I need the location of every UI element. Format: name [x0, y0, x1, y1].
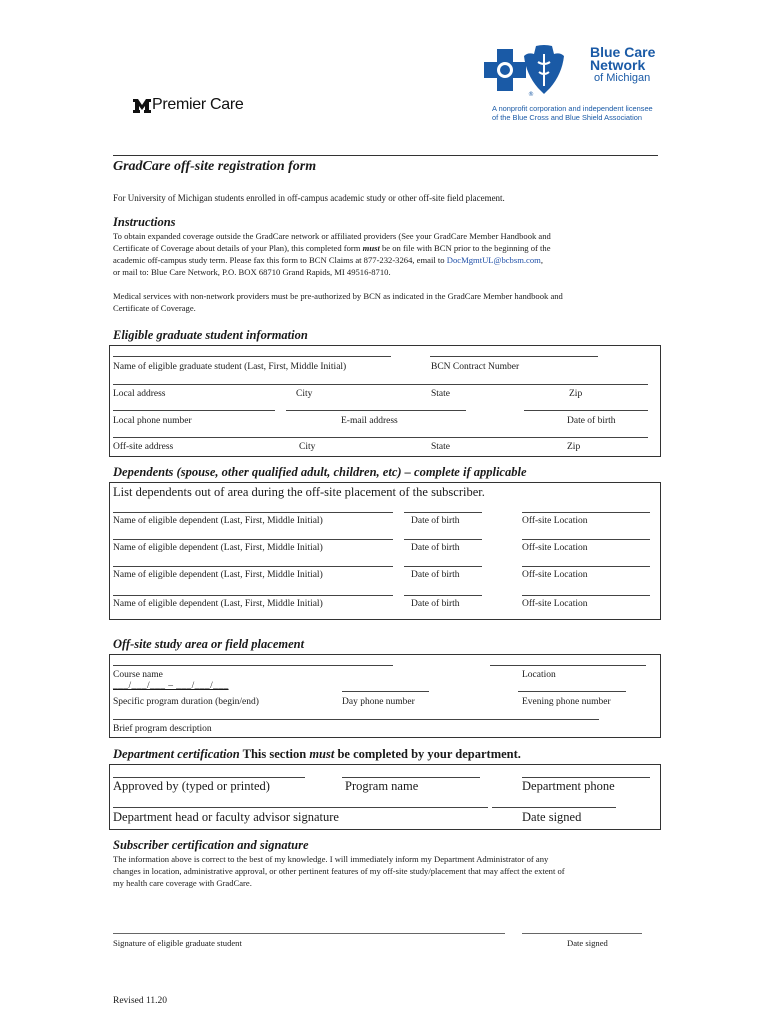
dependent-dob-line[interactable]: [404, 539, 482, 540]
dependent-dob-line[interactable]: [404, 566, 482, 567]
department-heading-must: must: [309, 747, 335, 761]
instr-must: must: [362, 243, 380, 253]
dependent-location-label: Off-site Location: [522, 516, 588, 526]
block-m-icon: [133, 99, 151, 113]
local-phone-label: Local phone number: [113, 416, 192, 426]
dob-label: Date of birth: [567, 416, 616, 426]
instr-line-2: [113, 242, 653, 254]
bcn-name: [590, 46, 655, 85]
dependent-location-line[interactable]: [522, 512, 650, 513]
dept-signature-label: Department head or faculty advisor signature: [113, 810, 339, 824]
dependent-location-label: Off-site Location: [522, 543, 588, 553]
approved-by-line[interactable]: [113, 777, 305, 778]
email-link[interactable]: DocMgmtUL@bcbsm.com: [446, 255, 541, 265]
bcn-tagline-2: of the Blue Cross and Blue Shield Association: [492, 113, 642, 122]
form-title: GradCare off-site registration form: [113, 159, 317, 174]
dependents-note: List dependents out of area during the off-site placement of the subscriber.: [113, 485, 485, 499]
email-label: E-mail address: [341, 416, 398, 426]
dependent-location-line[interactable]: [522, 539, 650, 540]
contract-number-label: BCN Contract Number: [431, 362, 520, 372]
location-line[interactable]: [490, 665, 646, 666]
dept-date-line[interactable]: [492, 807, 616, 808]
subscriber-line-3: my health care coverage with GradCare.: [113, 878, 252, 888]
approved-by-label: Approved by (typed or printed): [113, 779, 270, 793]
dept-phone-label: Department phone: [522, 779, 615, 793]
local-address-label: Local address: [113, 389, 166, 399]
subscriber-signature-label: Signature of eligible graduate student: [113, 938, 242, 948]
dependent-dob-label: Date of birth: [411, 543, 460, 553]
instr-line-2b: be on file with BCN prior to the beginning of the: [382, 243, 551, 253]
evening-phone-label: Evening phone number: [522, 697, 611, 707]
program-name-line[interactable]: [342, 777, 480, 778]
instr2-line-1: Medical services with non-network providers must be pre-authorized by BCN as indicated in the GradCare Member handbook and: [113, 291, 563, 301]
dob-line[interactable]: [524, 410, 648, 411]
subscriber-line-1: The information above is correct to the best of my knowledge. I will immediately inform my Department Administrator of any: [113, 854, 549, 864]
dependent-name-line[interactable]: [113, 595, 393, 596]
department-heading-rest2: be completed by your department.: [337, 747, 521, 761]
subscriber-line-2: changes in location, administrative approval, or other pertinent features of my off-site study/placement that may affect the extent of: [113, 866, 565, 876]
bcn-tagline-1: A nonprofit corporation and independent licensee: [492, 104, 653, 113]
dependent-location-label: Off-site Location: [522, 599, 588, 609]
subscriber-heading: Subscriber certification and signature: [113, 838, 309, 852]
dependent-location-line[interactable]: [522, 595, 650, 596]
city-label: City: [296, 389, 313, 399]
zip-label: Zip: [569, 389, 583, 399]
state-label: State: [431, 389, 450, 399]
student-name-line[interactable]: [113, 356, 391, 357]
student-name-label: Name of eligible graduate student (Last, First, Middle Initial): [113, 362, 347, 372]
duration-label: Specific program duration (begin/end): [113, 697, 259, 707]
offsite-address-line[interactable]: [113, 437, 648, 438]
dependent-dob-label: Date of birth: [411, 599, 460, 609]
subscriber-date-line[interactable]: [522, 933, 642, 934]
dependent-name-line[interactable]: [113, 539, 393, 540]
dependent-dob-label: Date of birth: [411, 516, 460, 526]
header-rule: [113, 155, 658, 156]
dependent-dob-line[interactable]: [404, 512, 482, 513]
subscriber-signature-line[interactable]: [113, 933, 505, 934]
instructions-heading: Instructions: [113, 215, 176, 229]
dependent-location-line[interactable]: [522, 566, 650, 567]
course-name-label: Course name: [113, 670, 163, 680]
dept-phone-line[interactable]: [522, 777, 650, 778]
evening-phone-line[interactable]: [518, 691, 626, 692]
department-heading: [113, 747, 521, 762]
subscriber-date-label: Date signed: [567, 938, 608, 948]
bcn-line2: Network: [590, 57, 646, 73]
department-heading-italic: Department certification: [113, 747, 240, 761]
dependent-dob-line[interactable]: [404, 595, 482, 596]
bcn-line3: of Michigan: [594, 72, 651, 84]
bcn-logo: [482, 44, 682, 124]
city2-label: City: [299, 442, 316, 452]
local-address-line[interactable]: [113, 384, 648, 385]
svg-text:®: ®: [528, 91, 534, 98]
duration-blank[interactable]: ___/___/___ – ___/___/___: [113, 681, 229, 691]
offsite-address-label: Off-site address: [113, 442, 174, 452]
zip2-label: Zip: [567, 442, 581, 452]
location-label: Location: [522, 670, 556, 680]
dependents-heading: Dependents (spouse, other qualified adult, children, etc) – complete if applicable: [113, 465, 527, 479]
dependent-dob-label: Date of birth: [411, 570, 460, 580]
dependent-name-label: Name of eligible dependent (Last, First, Middle Initial): [113, 516, 323, 526]
subscriber-text: [113, 853, 653, 889]
student-info-heading: Eligible graduate student information: [113, 328, 308, 342]
instr-line-4: or mail to: Blue Care Network, P.O. BOX 68710 Grand Rapids, MI 49516-8710.: [113, 267, 391, 277]
dept-date-label: Date signed: [522, 810, 582, 824]
local-phone-line[interactable]: [113, 410, 275, 411]
dependent-location-label: Off-site Location: [522, 570, 588, 580]
instructions-paragraph-2: [113, 290, 653, 314]
email-line[interactable]: [286, 410, 466, 411]
dependent-name-label: Name of eligible dependent (Last, First, Middle Initial): [113, 599, 323, 609]
intro-text: For University of Michigan students enrolled in off-campus academic study or other off-site field placement.: [113, 193, 505, 203]
revision-note: Revised 11.20: [113, 996, 168, 1006]
bcn-line1: Blue Care: [590, 44, 656, 60]
dependent-name-line[interactable]: [113, 566, 393, 567]
instructions-paragraph-1: [113, 230, 653, 278]
instr-line-1: To obtain expanded coverage outside the GradCare network or affiliated providers (See your GradCare Member Handbook and: [113, 231, 551, 241]
instr-line-3b: ,: [540, 255, 543, 265]
premier-care-text: Premier Care: [152, 96, 244, 113]
brief-description-line[interactable]: [113, 719, 599, 720]
dependent-name-label: Name of eligible dependent (Last, First, Middle Initial): [113, 570, 323, 580]
dependent-name-line[interactable]: [113, 512, 393, 513]
contract-number-line[interactable]: [430, 356, 598, 357]
department-heading-rest1: This section: [242, 747, 307, 761]
state2-label: State: [431, 442, 450, 452]
instr-line-3a: academic off-campus study term. Please fax this form to BCN Claims at 877-232-3264, email to: [113, 255, 445, 265]
course-name-line[interactable]: [113, 665, 393, 666]
program-name-label: Program name: [345, 779, 419, 793]
day-phone-label: Day phone number: [342, 697, 415, 707]
instr-line-2a: Certificate of Coverage about details of your Plan), this completed form: [113, 243, 361, 253]
instr-line-3: [113, 254, 653, 266]
brief-description-label: Brief program description: [113, 724, 212, 734]
dependent-name-label: Name of eligible dependent (Last, First, Middle Initial): [113, 543, 323, 553]
dept-signature-line[interactable]: [113, 807, 488, 808]
day-phone-line[interactable]: [342, 691, 429, 692]
study-area-heading: Off-site study area or field placement: [113, 637, 305, 651]
instr2-line-2: Certificate of Coverage.: [113, 303, 196, 313]
blue-cross-blue-shield-icon: [482, 44, 592, 98]
